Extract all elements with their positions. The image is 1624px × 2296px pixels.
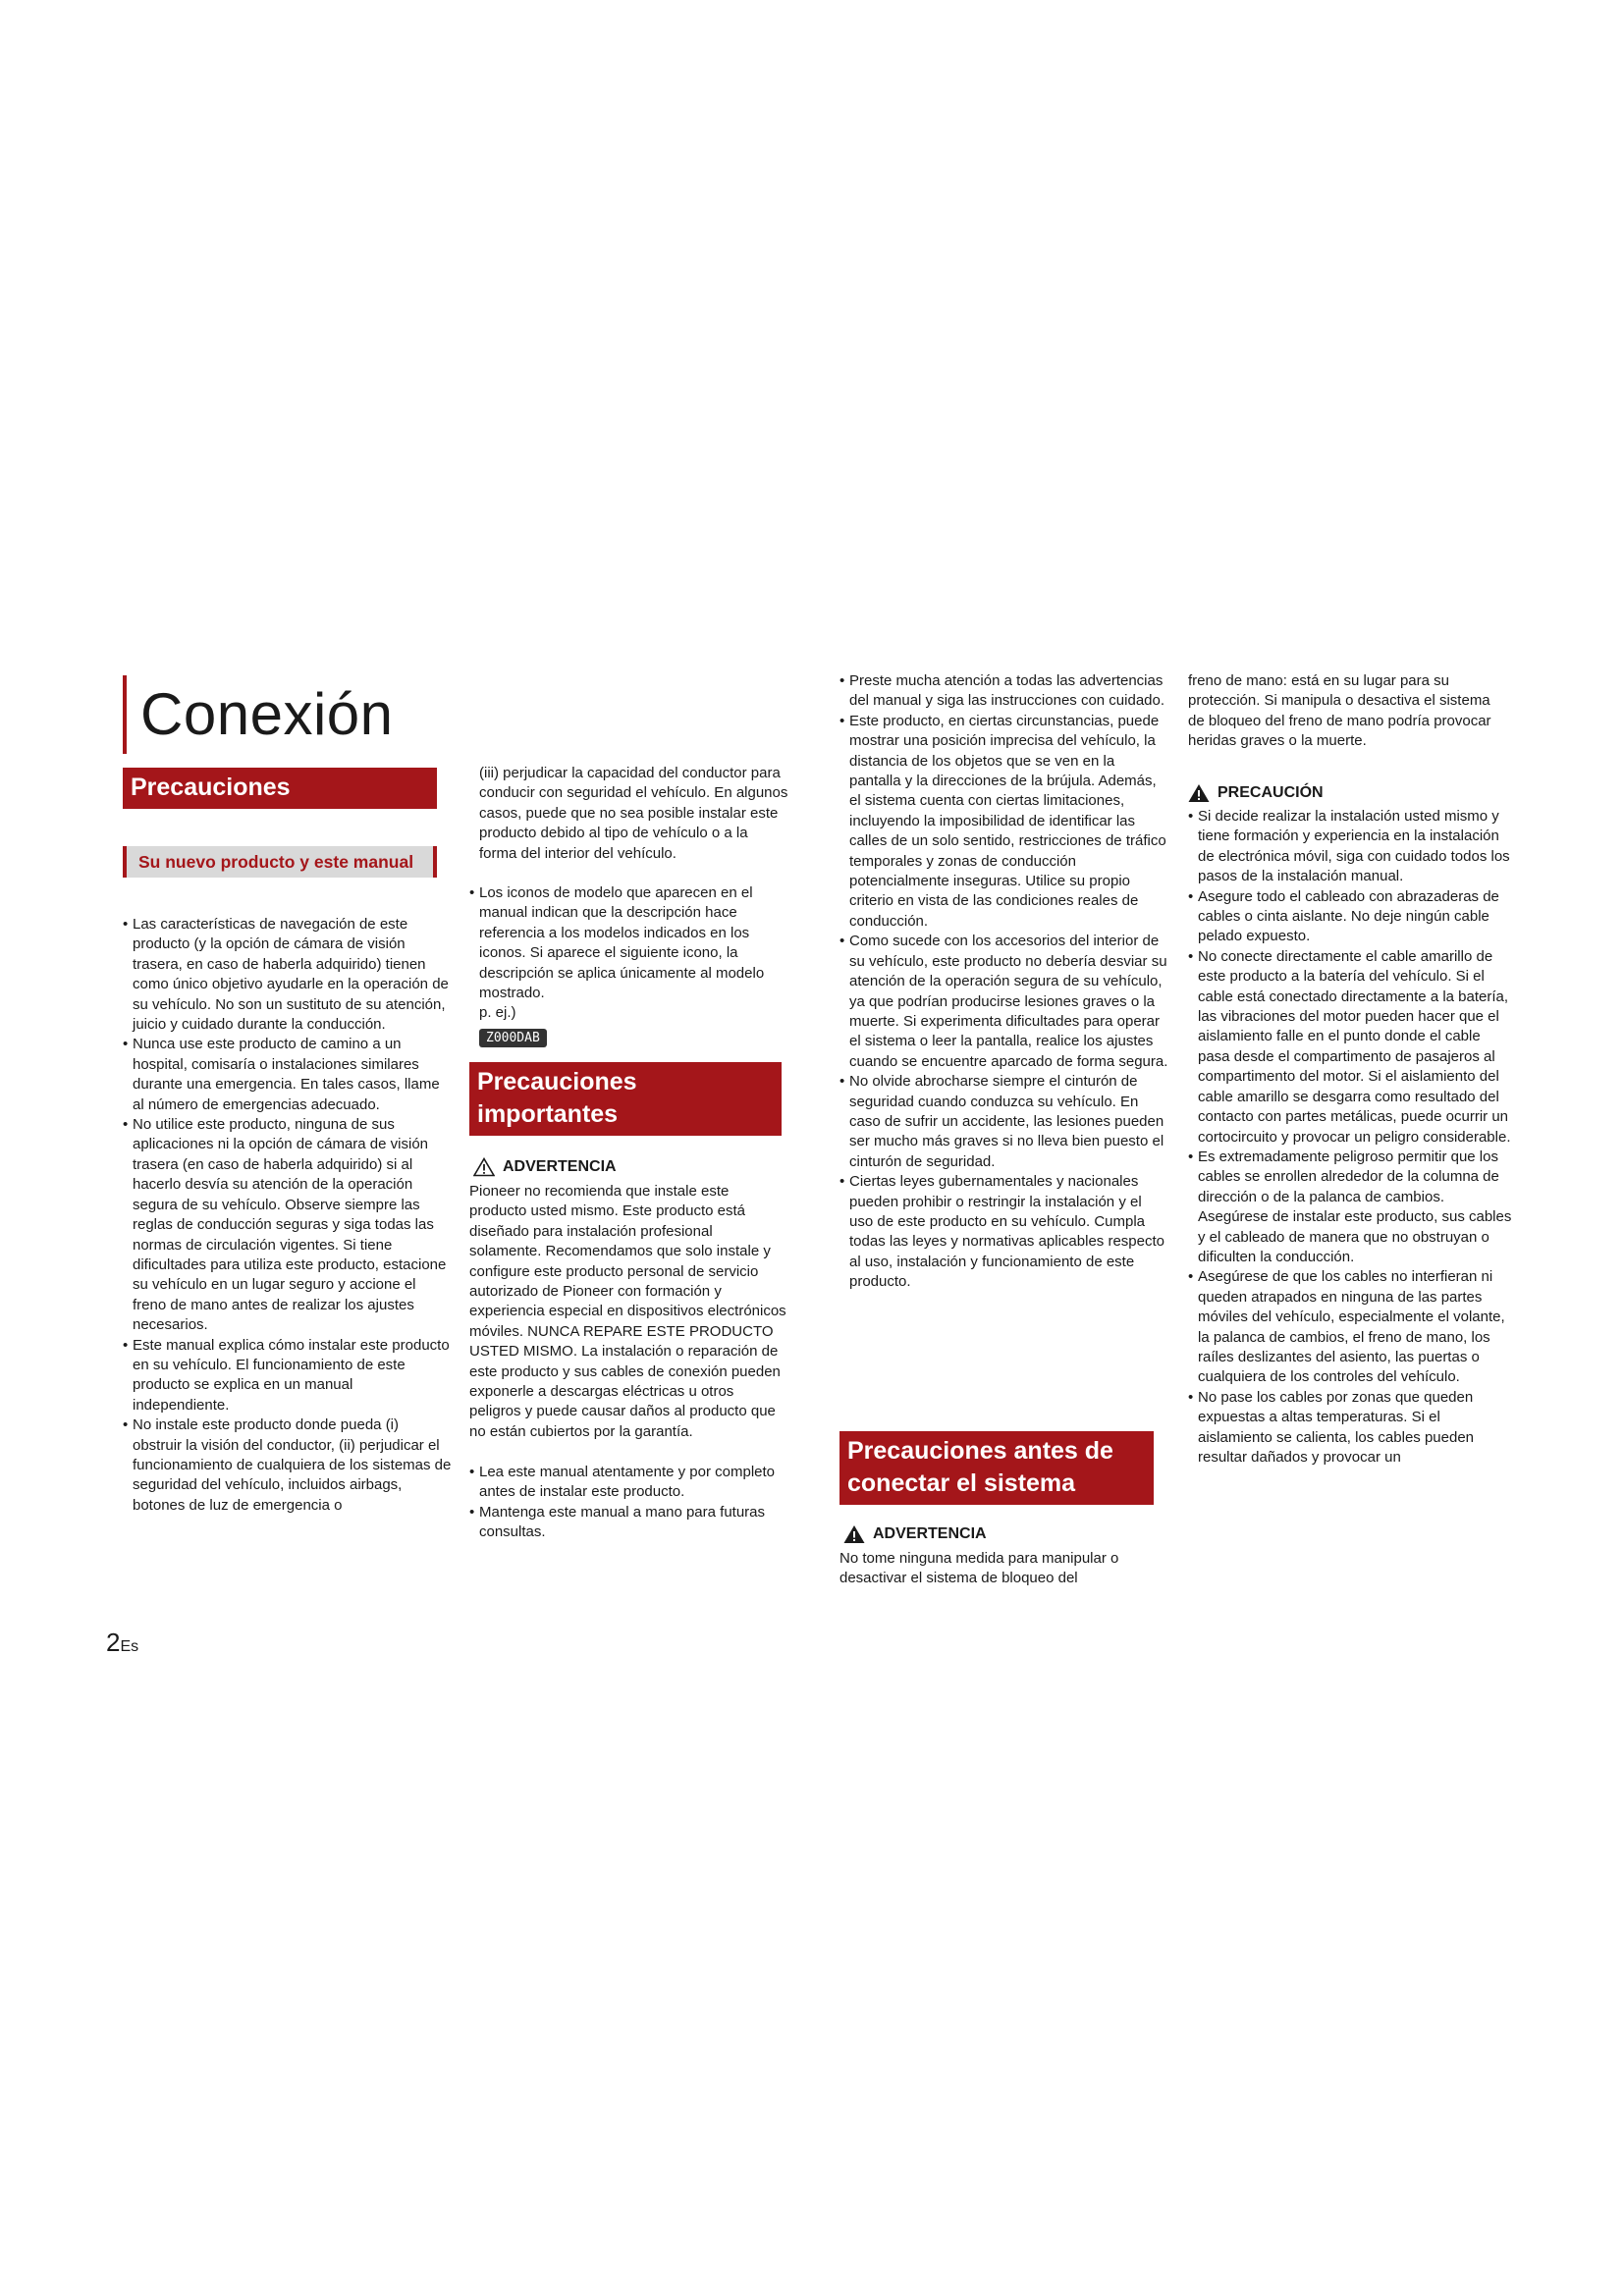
- warning-heading: [473, 1156, 617, 1178]
- caution-triangle-icon: [1188, 783, 1210, 803]
- list-item: • No utilice este producto, ninguna de sus aplicaciones ni la opción de cámara de visión trasera (en caso de haberla adquirido) si al hacerlo desvía su atención de la operación segura de su vehículo. Observe siempre las reglas de conducción seguras y siga todas las normas de circulación vigentes. Si tiene dificultades para utiliza este producto, estacione su vehículo en un lugar seguro y accione el freno de mano antes de realizar los ajustes necesarios.: [123, 1115, 452, 1335]
- list-item: • Asegure todo el cableado con abrazaderas de cables o cinta aislante. No deje ningún cable pelado expuesto.: [1188, 887, 1512, 947]
- warning-label: ADVERTENCIA: [873, 1525, 987, 1542]
- col2-bullet-list: [469, 883, 788, 1003]
- caution-heading: [1188, 782, 1324, 804]
- page-language-code: Es: [120, 1638, 139, 1655]
- section-heading-precauciones: Precauciones: [123, 768, 437, 809]
- page-number-value: 2: [106, 1628, 121, 1657]
- list-item: • No instale este producto donde pueda (i) obstruir la visión del conductor, (ii) perjudicar el funcionamiento de cualquiera de los sistemas de seguridad del vehículo, incluidos airbags, botones de luz de emergencia o: [123, 1415, 452, 1516]
- col3-bullet-list: [839, 671, 1168, 1293]
- caution-label: PRECAUCIÓN: [1218, 784, 1324, 801]
- example-label: p. ej.): [479, 1004, 516, 1021]
- list-item: • Los iconos de modelo que aparecen en el manual indican que la descripción hace referencia a los modelos indicados en los iconos. Si aparece el siguiente icono, la descripción se aplica únicamente al modelo mostrado.: [469, 883, 788, 1003]
- subsection-heading-nuevo-producto: Su nuevo producto y este manual: [123, 846, 437, 878]
- list-item: • No olvide abrocharse siempre el cinturón de seguridad cuando conduzca su vehículo. En caso de sufrir un accidente, las lesiones pueden ser mucho más graves si no lleva bien puesto el cinturón de seguridad.: [839, 1072, 1168, 1172]
- chapter-title: Conexión: [123, 675, 394, 754]
- list-item: • Asegúrese de que los cables no interfieran ni queden atrapados en ninguna de las partes móviles del vehículo, especialmente el volante, la palanca de cambios, el freno de mano, los raíles deslizantes del asiento, las puertas o cualquiera de los controles del vehículo.: [1188, 1267, 1512, 1387]
- col2-bullet-list-2: [469, 1463, 788, 1543]
- col4-continuation-text: freno de mano: está en su lugar para su protección. Si manipula o desactiva el sistema de bloqueo del freno de mano podría provocar heridas graves o la muerte.: [1188, 672, 1491, 750]
- warning-triangle-outline-icon: [473, 1157, 495, 1177]
- warning-triangle-icon: [843, 1524, 865, 1544]
- list-item: • Como sucede con los accesorios del interior de su vehículo, este producto no debería desviar su atención de la operación segura de su vehículo, ya que podrían producirse lesiones graves o la muerte. Si experimenta dificultades para operar el sistema o leer la pantalla, realice los ajustes cuando se encuentre aparcado de forma segura.: [839, 932, 1168, 1072]
- warning-text: No tome ninguna medida para manipular o desactivar el sistema de bloqueo del: [839, 1550, 1119, 1587]
- warning-text: Pioneer no recomienda que instale este producto usted mismo. Este producto está diseñado para instalación profesional solamente. Recomendamos que solo instale y configure este producto personal de servicio autorizado de Pioneer con formación y experiencia especial en dispositivos electrónicos móviles. NUNCA REPARE ESTE PRODUCTO USTED MISMO. La instalación o reparación de este producto y sus cables de conexión pueden exponerle a descargas eléctricas u otros peligros y puede causar daños al producto que no están cubiertos por la garantía.: [469, 1183, 786, 1440]
- list-item: • Mantenga este manual a mano para futuras consultas.: [469, 1503, 788, 1543]
- list-item: • Las características de navegación de este producto (y la opción de cámara de visión trasera, en caso de haberla adquirido) tienen como único objetivo ayudarle en la operación de su vehículo. No son un sustituto de su atención, juicio y cuidado durante la conducción.: [123, 915, 452, 1035]
- list-item: • No conecte directamente el cable amarillo de este producto a la batería del vehículo. Si el cable está conectado directamente a la batería, las vibraciones del motor pueden hacer que el aislamiento falle en el punto donde el cable pasa desde el compartimento de pasajeros al compartimento del motor. Si el aislamiento del cable amarillo se desgarra como resultado del contacto con partes metálicas, puede ocurrir un cortocircuito y provocar un peligro considerable.: [1188, 947, 1512, 1148]
- list-item: • Este manual explica cómo instalar este producto en su vehículo. El funcionamiento de este producto se explica en un manual independiente.: [123, 1336, 452, 1416]
- list-item: • Si decide realizar la instalación usted mismo y tiene formación y experiencia en la instalación de electrónica móvil, siga con cuidado todos los pasos de la instalación manual.: [1188, 807, 1512, 887]
- col2-continuation-text: (iii) perjudicar la capacidad del conductor para conducir con seguridad el vehículo. En algunos casos, puede que no sea posible instalar este producto debido al tipo de vehículo o a la forma del interior del vehículo.: [479, 765, 788, 862]
- section-heading-antes-de-conectar: Precauciones antes de conectar el sistema: [839, 1431, 1154, 1505]
- list-item: • Ciertas leyes gubernamentales y nacionales pueden prohibir o restringir la instalación y el uso de este producto en su vehículo. Cumpla todas las leyes y normativas aplicables respecto al uso, instalación y funcionamiento de este producto.: [839, 1172, 1168, 1292]
- model-badge-text: Z000DAB: [479, 1029, 547, 1047]
- section-heading-precauciones-importantes: Precauciones importantes: [469, 1062, 782, 1136]
- list-item: • Lea este manual atentamente y por completo antes de instalar este producto.: [469, 1463, 788, 1503]
- warning-heading: [843, 1523, 987, 1545]
- list-item: • Es extremadamente peligroso permitir que los cables se enrollen alrededor de la columna de dirección o de la palanca de cambios. Asegúrese de instalar este producto, sus cables y el cableado de manera que no obstruyan o dificulten la conducción.: [1188, 1148, 1512, 1267]
- list-item: • Preste mucha atención a todas las advertencias del manual y siga las instrucciones con cuidado.: [839, 671, 1168, 712]
- page-number: [106, 1628, 138, 1658]
- list-item: • Este producto, en ciertas circunstancias, puede mostrar una posición imprecisa del vehículo, la distancia de los objetos que se ven en la pantalla y la direcciones de la brújula. Además, el sistema cuenta con ciertas limitaciones, incluyendo la imposibilidad de identificar las calles de un solo sentido, restricciones de tráfico temporales y zonas de conducción potencialmente inseguras. Utilice su propio criterio en vista de las condiciones reales de conducción.: [839, 712, 1168, 932]
- list-item: • No pase los cables por zonas que queden expuestas a altas temperaturas. Si el aislamiento se calienta, los cables pueden resultar dañados y provocar un: [1188, 1388, 1512, 1468]
- col4-bullet-list: [1188, 807, 1512, 1468]
- warning-label: ADVERTENCIA: [503, 1158, 617, 1175]
- model-icon-badge: [479, 1027, 547, 1047]
- col1-bullet-list: [123, 915, 452, 1516]
- list-item: • Nunca use este producto de camino a un hospital, comisaría o instalaciones similares durante una emergencia. En tales casos, llame al número de emergencias adecuado.: [123, 1035, 452, 1115]
